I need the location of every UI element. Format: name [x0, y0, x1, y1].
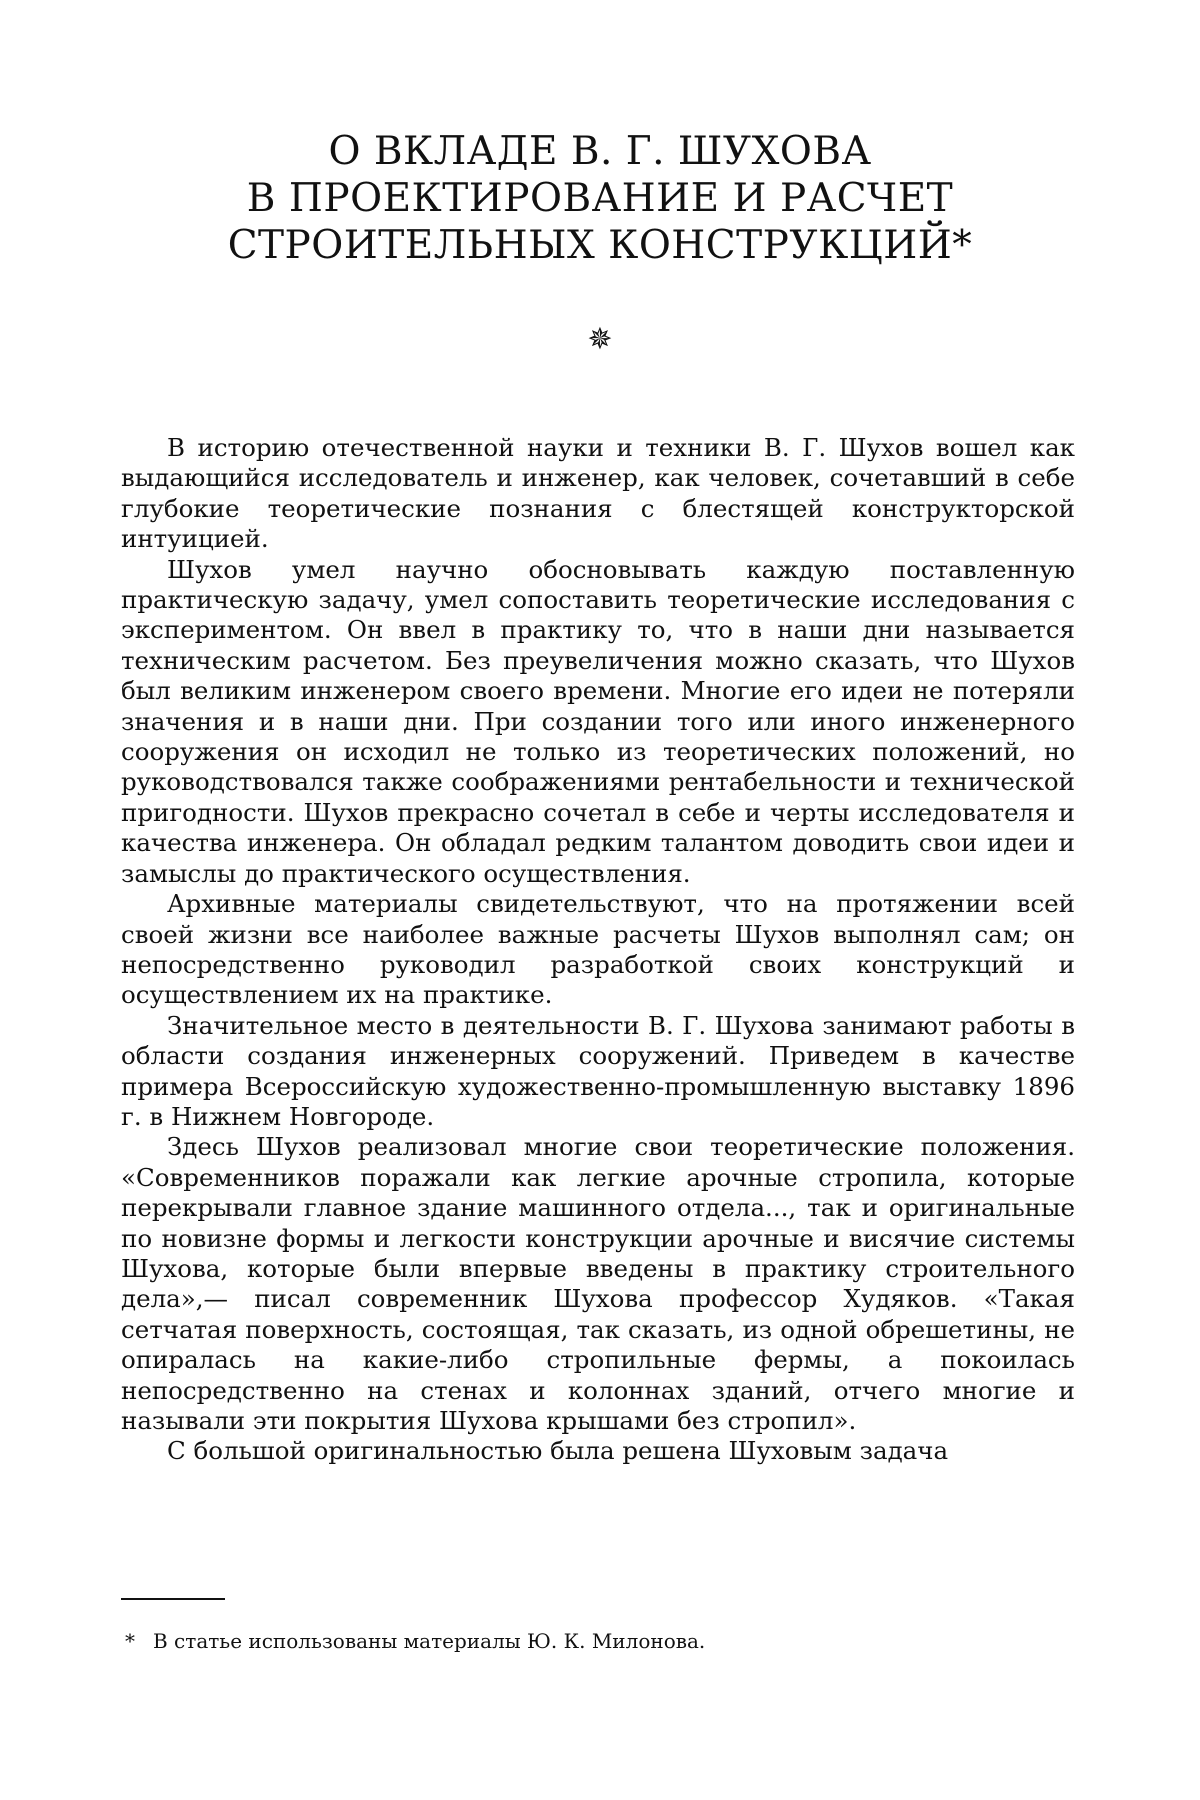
- paragraph-2: Шухов умел научно обосновывать каждую поставленную практическую задачу, умел сопоставить теоретические исследования с экспериментом. Он ввел в практику то, что в наши дни называется техническим расчетом. Без преувеличения можно сказать, что Шухов был великим инженером своего времени. Многие его идеи не потеряли значения и в наши дни. При создании того или иного инженерного сооружения он исходил не только из теоретических положений, но руководствовался также соображениями рентабельности и технической пригодности. Шухов прекрасно сочетал в себе и черты исследователя и качества инженера. Он обладал редким талантом доводить свои идеи и замыслы до практического осуществления.: [121, 555, 1075, 889]
- page-title: [0, 128, 1200, 269]
- footnote: [125, 1628, 1025, 1654]
- paragraph-3: Архивные материалы свидетельствуют, что на протяжении всей своей жизни все наиболее важные расчеты Шухов выполнял сам; он непосредственно руководил разработкой своих конструкций и осуществлением их на практике.: [121, 889, 1075, 1011]
- title-line-1: О ВКЛАДЕ В. Г. ШУХОВА: [0, 128, 1200, 175]
- footnote-mark: *: [125, 1628, 153, 1654]
- paragraph-4: Значительное место в деятельности В. Г. Шухова занимают работы в области создания инженерных сооружений. Приведем в качестве примера Всероссийскую художественно-промышленную выставку 1896 г. в Нижнем Новгороде.: [121, 1011, 1075, 1133]
- article-body: [121, 433, 1075, 1467]
- paragraph-6: С большой оригинальностью была решена Шуховым задача: [121, 1436, 1075, 1466]
- document-page: [0, 0, 1200, 1800]
- footnote-divider: [121, 1598, 225, 1600]
- footnote-text: В статье использованы материалы Ю. К. Милонова.: [153, 1629, 705, 1653]
- paragraph-1: В историю отечественной науки и техники В. Г. Шухов вошел как выдающийся исследователь и инженер, как человек, сочетавший в себе глубокие теоретические познания с блестящей конструкторской интуицией.: [121, 433, 1075, 555]
- paragraph-5: Здесь Шухов реализовал многие свои теоретические положения. «Современников поражали как легкие арочные стропила, которые перекрывали главное здание машинного отдела..., так и оригинальные по новизне формы и легкости конструкции арочные и висячие системы Шухова, которые были впервые введены в практику строительного дела»,— писал современник Шухова профессор Худяков. «Такая сетчатая поверхность, состоящая, так сказать, из одной обрешетины, не опиралась на какие-либо стропильные фермы, а покоилась непосредственно на стенах и колоннах зданий, отчего многие и называли эти покрытия Шухова крышами без стропил».: [121, 1132, 1075, 1436]
- asterisk-ornament-icon: ✵: [0, 325, 1200, 355]
- title-line-3: СТРОИТЕЛЬНЫХ КОНСТРУКЦИЙ*: [0, 222, 1200, 269]
- title-line-2: В ПРОЕКТИРОВАНИЕ И РАСЧЕТ: [0, 175, 1200, 222]
